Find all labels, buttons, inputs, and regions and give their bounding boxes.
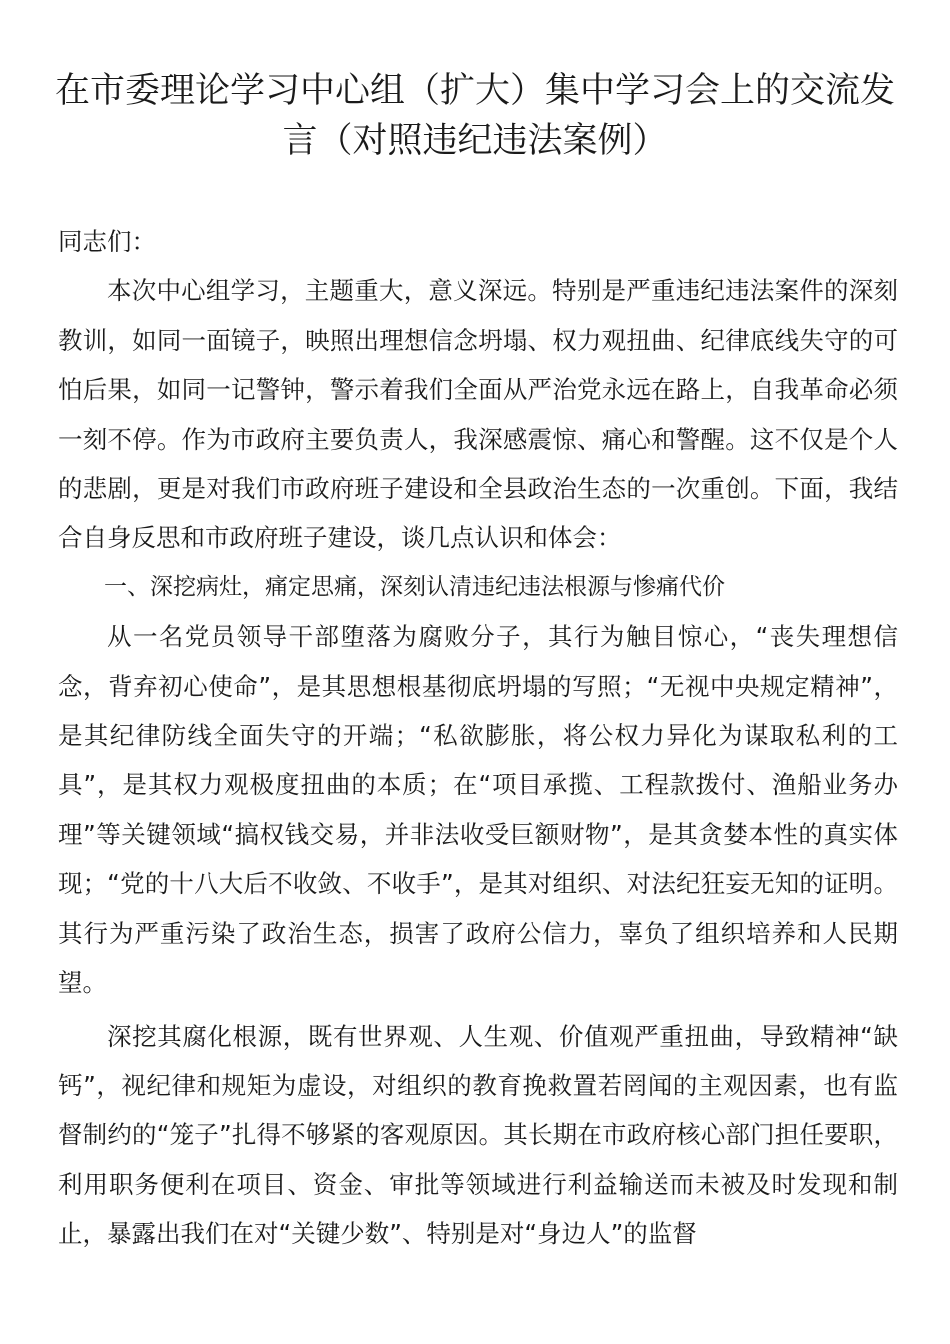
document-body: [58, 217, 898, 1259]
section-heading-1: 一、深挖病灶，痛定思痛，深刻认清违纪违法根源与惨痛代价: [104, 573, 725, 600]
paragraph-case-analysis: 从一名党员领导干部堕落为腐败分子，其行为触目惊心，“丧失理想信念，背弃初心使命”，是其思想根基彻底坍塌的写照；“无视中央规定精神”，是其纪律防线全面失守的开端；“私欲膨胀，将公权力异化为谋取私利的工具”，是其权力观极度扭曲的本质；在“项目承揽、工程款拨付、渔船业务办理”等关键领域“搞权钱交易，并非法收受巨额财物”，是其贪婪本性的真实体现；“党的十八大后不收敛、不收手”，是其对组织、对法纪狂妄无知的证明。其行为严重污染了政治生态，损害了政府公信力，辜负了组织培养和人民期望。: [58, 622, 898, 998]
document-title: 在市委理论学习中心组（扩大）集中学习会上的交流发言（对照违纪违法案例）: [54, 71, 895, 161]
paragraph-root-causes: 深挖其腐化根源，既有世界观、人生观、价值观严重扭曲，导致精神“缺钙”，视纪律和规矩为虚设，对组织的教育挽救置若罔闻的主观因素，也有监督制约的“笼子”扎得不够紧的客观原因。其长期在市政府核心部门担任要职，利用职务便利在项目、资金、审批等领域进行利益输送而未被及时发现和制止，暴露出我们在对“关键少数”、特别是对“身边人”的监督: [58, 1021, 898, 1249]
salutation: 同志们：: [58, 227, 156, 256]
paragraph-intro: 本次中心组学习，主题重大，意义深远。特别是严重违纪违法案件的深刻教训，如同一面镜子，映照出理想信念坍塌、权力观扭曲、纪律底线失守的可怕后果，如同一记警钟，警示着我们全面从严治党永远在路上，自我革命必须一刻不停。作为市政府主要负责人，我深感震惊、痛心和警醒。这不仅是个人的悲剧，更是对我们市政府班子建设和全县政治生态的一次重创。下面，我结合自身反思和市政府班子建设，谈几点认识和体会：: [58, 276, 898, 553]
